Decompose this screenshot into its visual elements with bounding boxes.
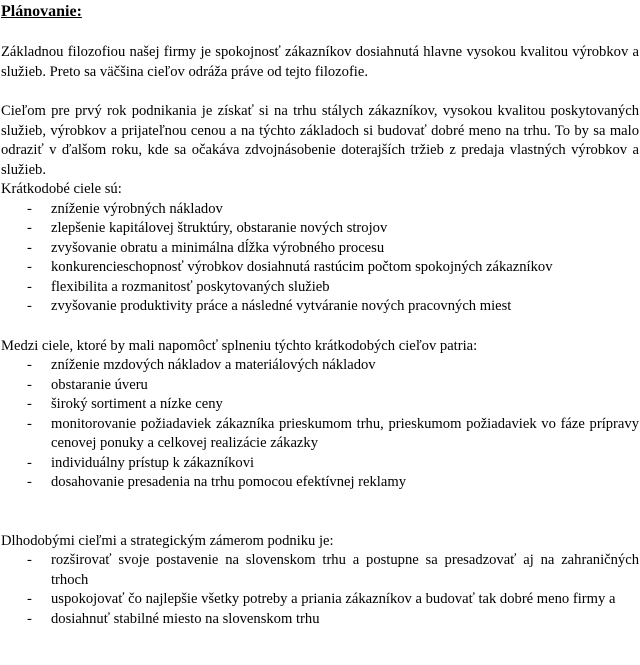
list-item: - dosiahnuť stabilné miesto na slovenskom trhu	[1, 610, 639, 630]
list-item: - uspokojovať čo najlepšie všetky potreby a priania zákazníkov a budovať tak dobré meno firmy a	[1, 590, 639, 610]
paragraph-first-year-goal: Cieľom pre prvý rok podnikania je získať si na trhu stálych zákazníkov, vysokou kvalitou poskytovaných služieb, výrobkov a prijateľnou cenou a na týchto základoch si budovať dobré meno na trhu. To by sa malo odraziť v ďalšom roku, kde sa očakáva zdvojnásobenie doterajších tržieb z predaja vlastných výrobkov a služieb.	[1, 103, 639, 178]
spacer	[1, 23, 639, 43]
paragraph-philosophy: Základnou filozofiou našej firmy je spokojnosť zákazníkov dosiahnutá hlavne vysokou kvalitou výrobkov a služieb. Preto sa väčšina cieľov odráža práve od tejto filozofie.	[1, 44, 639, 80]
list-item: - monitorovanie požiadaviek zákazníka prieskumom trhu, prieskumom požiadaviek vo fáze prípravy cenovej ponuky a celkovej realizácie zákazky	[27, 415, 639, 451]
bullet-dash: -	[27, 396, 32, 412]
list-item: - rozširovať svoje postavenie na slovenskom trhu a postupne sa presadzovať aj na zahraničných trhoch	[27, 552, 639, 588]
list-item: - zlepšenie kapitálovej štruktúry, obstaranie nových strojov	[1, 219, 639, 239]
list-item: - konkurencieschopnosť výrobkov dosiahnutá rastúcim počtom spokojných zákazníkov	[1, 258, 639, 278]
list-item: - široký sortiment a nízke ceny	[1, 395, 639, 415]
list-item: - zvyšovanie produktivity práce a následné vytváranie nových pracovných miest	[1, 297, 639, 317]
bullet-dash: -	[27, 610, 32, 627]
bullet-dash: -	[27, 415, 32, 432]
bullet-dash: -	[27, 454, 32, 471]
bullet-dash: -	[27, 474, 32, 490]
long-term-intro: Dlhodobými cieľmi a strategickým zámerom podniku je:	[1, 532, 334, 549]
list-item: - obstaranie úveru	[1, 376, 639, 396]
list-item: - zvyšovanie obratu a minimálna dĺžka výrobného procesu	[1, 239, 639, 259]
bullet-dash: -	[27, 591, 32, 607]
bullet-dash: -	[27, 220, 32, 236]
bullet-dash: -	[27, 376, 32, 393]
page-title: Plánovanie:	[1, 3, 82, 20]
list-item: - zníženie výrobných nákladov	[1, 200, 639, 220]
bullet-dash: -	[27, 298, 32, 314]
helper-goals-intro: Medzi ciele, ktoré by mali napomôcť splneniu týchto krátkodobých cieľov patria:	[1, 337, 478, 354]
bullet-dash: -	[27, 278, 32, 295]
list-item: - dosahovanie presadenia na trhu pomocou efektívnej reklamy	[1, 473, 639, 493]
spacer	[1, 317, 639, 337]
bullet-dash: -	[27, 239, 32, 256]
list-item: - individuálny prístup k zákazníkovi	[1, 454, 639, 474]
list-item: - flexibilita a rozmanitosť poskytovaných služieb	[1, 278, 639, 298]
helper-goals-list	[1, 356, 639, 493]
short-term-list	[1, 200, 639, 317]
bullet-dash: -	[27, 200, 32, 217]
bullet-dash: -	[27, 552, 32, 568]
bullet-dash: -	[27, 259, 32, 275]
long-term-list	[1, 551, 639, 629]
spacer	[1, 82, 639, 102]
list-item: - zníženie mzdových nákladov a materiálových nákladov	[1, 356, 639, 376]
short-term-intro: Krátkodobé ciele sú:	[1, 181, 122, 197]
spacer	[1, 493, 639, 532]
bullet-dash: -	[27, 357, 32, 373]
